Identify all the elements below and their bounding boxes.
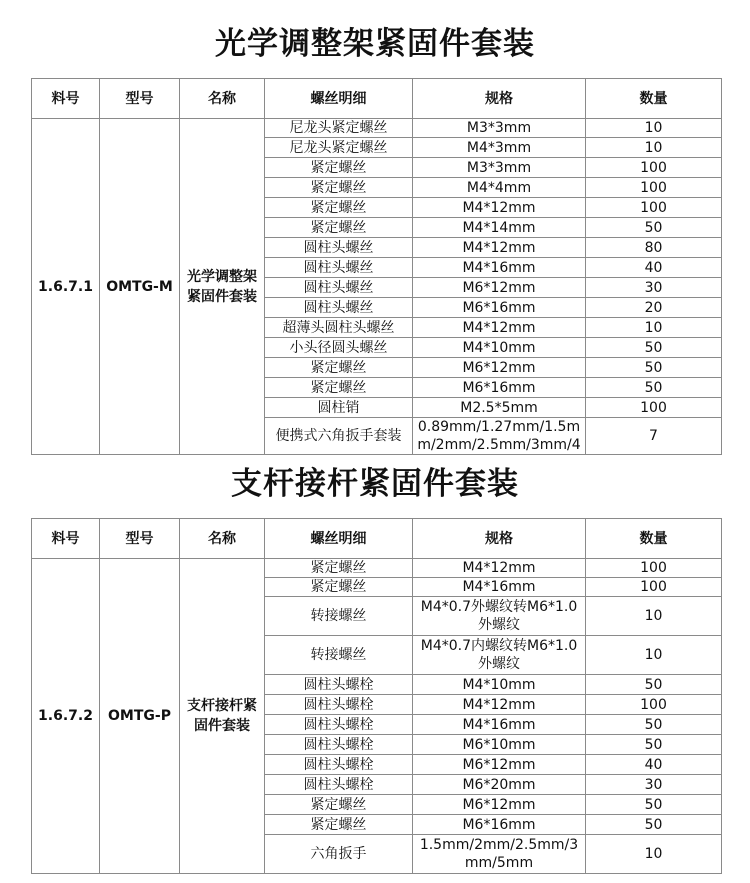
quantity-cell: 100 bbox=[586, 158, 722, 178]
screw-detail-cell: 紧定螺丝 bbox=[265, 378, 413, 398]
screw-detail-cell: 圆柱头螺栓 bbox=[265, 735, 413, 755]
quantity-cell: 50 bbox=[586, 378, 722, 398]
screw-detail-cell: 紧定螺丝 bbox=[265, 358, 413, 378]
quantity-cell: 100 bbox=[586, 695, 722, 715]
model-cell: OMTG-M bbox=[100, 119, 180, 455]
product-name-cell: 光学调整架紧固件套装 bbox=[180, 119, 265, 455]
screw-detail-cell: 转接螺丝 bbox=[265, 597, 413, 636]
quantity-cell: 50 bbox=[586, 218, 722, 238]
column-header: 螺丝明细 bbox=[265, 519, 413, 559]
spec-cell: M6*16mm bbox=[413, 378, 586, 398]
part-number-cell: 1.6.7.2 bbox=[32, 559, 100, 874]
quantity-cell: 50 bbox=[586, 795, 722, 815]
quantity-cell: 100 bbox=[586, 198, 722, 218]
screw-detail-cell: 超薄头圆柱头螺丝 bbox=[265, 318, 413, 338]
screw-detail-cell: 紧定螺丝 bbox=[265, 559, 413, 578]
quantity-cell: 100 bbox=[586, 578, 722, 597]
quantity-cell: 80 bbox=[586, 238, 722, 258]
quantity-cell: 50 bbox=[586, 715, 722, 735]
spec-cell: 1.5mm/2mm/2.5mm/3mm/5mm bbox=[413, 835, 586, 874]
spec-cell: M6*10mm bbox=[413, 735, 586, 755]
spec-cell: M2.5*5mm bbox=[413, 398, 586, 418]
section-title: 支杆接杆紧固件套装 bbox=[231, 466, 519, 502]
column-header: 名称 bbox=[180, 79, 265, 119]
part-number-cell: 1.6.7.1 bbox=[32, 119, 100, 455]
quantity-cell: 10 bbox=[586, 318, 722, 338]
model-cell: OMTG-P bbox=[100, 559, 180, 874]
screw-detail-cell: 紧定螺丝 bbox=[265, 218, 413, 238]
spec-cell: M3*3mm bbox=[413, 158, 586, 178]
spec-cell: M6*12mm bbox=[413, 278, 586, 298]
screw-detail-cell: 紧定螺丝 bbox=[265, 198, 413, 218]
column-header: 型号 bbox=[100, 79, 180, 119]
screw-detail-cell: 圆柱头螺栓 bbox=[265, 775, 413, 795]
screw-detail-cell: 圆柱头螺丝 bbox=[265, 258, 413, 278]
spec-cell: M4*16mm bbox=[413, 258, 586, 278]
column-header: 螺丝明细 bbox=[265, 79, 413, 119]
quantity-cell: 100 bbox=[586, 178, 722, 198]
quantity-cell: 50 bbox=[586, 358, 722, 378]
screw-detail-cell: 紧定螺丝 bbox=[265, 578, 413, 597]
spec-cell: M4*10mm bbox=[413, 675, 586, 695]
quantity-cell: 50 bbox=[586, 735, 722, 755]
quantity-cell: 10 bbox=[586, 597, 722, 636]
spec-cell: M4*4mm bbox=[413, 178, 586, 198]
screw-detail-cell: 圆柱头螺栓 bbox=[265, 695, 413, 715]
screw-detail-cell: 圆柱头螺栓 bbox=[265, 715, 413, 735]
screw-detail-cell: 圆柱头螺丝 bbox=[265, 238, 413, 258]
spec-cell: 0.89mm/1.27mm/1.5mm/2mm/2.5mm/3mm/4 bbox=[413, 418, 586, 455]
screw-detail-cell: 紧定螺丝 bbox=[265, 795, 413, 815]
column-header: 型号 bbox=[100, 519, 180, 559]
spec-cell: M4*12mm bbox=[413, 198, 586, 218]
table-header-row bbox=[32, 519, 722, 559]
screw-detail-cell: 便携式六角扳手套装 bbox=[265, 418, 413, 455]
spec-cell: M6*12mm bbox=[413, 795, 586, 815]
screw-detail-cell: 圆柱头螺丝 bbox=[265, 278, 413, 298]
parts-table bbox=[31, 518, 722, 874]
quantity-cell: 100 bbox=[586, 559, 722, 578]
column-header: 规格 bbox=[413, 79, 586, 119]
screw-detail-cell: 紧定螺丝 bbox=[265, 158, 413, 178]
column-header: 料号 bbox=[32, 519, 100, 559]
spec-cell: M4*16mm bbox=[413, 578, 586, 597]
screw-detail-cell: 尼龙头紧定螺丝 bbox=[265, 138, 413, 158]
quantity-cell: 50 bbox=[586, 675, 722, 695]
parts-table bbox=[31, 78, 722, 455]
quantity-cell: 50 bbox=[586, 338, 722, 358]
spec-cell: M4*3mm bbox=[413, 138, 586, 158]
column-header: 名称 bbox=[180, 519, 265, 559]
column-header: 规格 bbox=[413, 519, 586, 559]
screw-detail-cell: 圆柱销 bbox=[265, 398, 413, 418]
column-header: 数量 bbox=[586, 519, 722, 559]
quantity-cell: 50 bbox=[586, 815, 722, 835]
table-row bbox=[32, 559, 722, 578]
spec-cell: M6*20mm bbox=[413, 775, 586, 795]
screw-detail-cell: 圆柱头螺丝 bbox=[265, 298, 413, 318]
quantity-cell: 10 bbox=[586, 835, 722, 874]
screw-detail-cell: 小头径圆头螺丝 bbox=[265, 338, 413, 358]
screw-detail-cell: 转接螺丝 bbox=[265, 636, 413, 675]
spec-cell: M4*0.7外螺纹转M6*1.0外螺纹 bbox=[413, 597, 586, 636]
quantity-cell: 10 bbox=[586, 636, 722, 675]
quantity-cell: 40 bbox=[586, 755, 722, 775]
section-title: 光学调整架紧固件套装 bbox=[215, 26, 535, 62]
spec-cell: M4*10mm bbox=[413, 338, 586, 358]
quantity-cell: 30 bbox=[586, 775, 722, 795]
spec-cell: M6*16mm bbox=[413, 298, 586, 318]
spec-cell: M4*12mm bbox=[413, 238, 586, 258]
quantity-cell: 20 bbox=[586, 298, 722, 318]
screw-detail-cell: 圆柱头螺栓 bbox=[265, 675, 413, 695]
screw-detail-cell: 尼龙头紧定螺丝 bbox=[265, 119, 413, 138]
column-header: 料号 bbox=[32, 79, 100, 119]
quantity-cell: 100 bbox=[586, 398, 722, 418]
quantity-cell: 10 bbox=[586, 119, 722, 138]
spec-cell: M4*16mm bbox=[413, 715, 586, 735]
spec-cell: M4*14mm bbox=[413, 218, 586, 238]
screw-detail-cell: 圆柱头螺栓 bbox=[265, 755, 413, 775]
spec-cell: M6*12mm bbox=[413, 358, 586, 378]
table-row bbox=[32, 119, 722, 138]
spec-cell: M4*12mm bbox=[413, 559, 586, 578]
quantity-cell: 30 bbox=[586, 278, 722, 298]
screw-detail-cell: 紧定螺丝 bbox=[265, 815, 413, 835]
spec-cell: M4*12mm bbox=[413, 695, 586, 715]
screw-detail-cell: 紧定螺丝 bbox=[265, 178, 413, 198]
screw-detail-cell: 六角扳手 bbox=[265, 835, 413, 874]
quantity-cell: 7 bbox=[586, 418, 722, 455]
spec-cell: M6*12mm bbox=[413, 755, 586, 775]
quantity-cell: 40 bbox=[586, 258, 722, 278]
spec-cell: M6*16mm bbox=[413, 815, 586, 835]
spec-cell: M4*0.7内螺纹转M6*1.0外螺纹 bbox=[413, 636, 586, 675]
table-header-row bbox=[32, 79, 722, 119]
product-name-cell: 支杆接杆紧固件套装 bbox=[180, 559, 265, 874]
quantity-cell: 10 bbox=[586, 138, 722, 158]
spec-cell: M4*12mm bbox=[413, 318, 586, 338]
column-header: 数量 bbox=[586, 79, 722, 119]
spec-cell: M3*3mm bbox=[413, 119, 586, 138]
